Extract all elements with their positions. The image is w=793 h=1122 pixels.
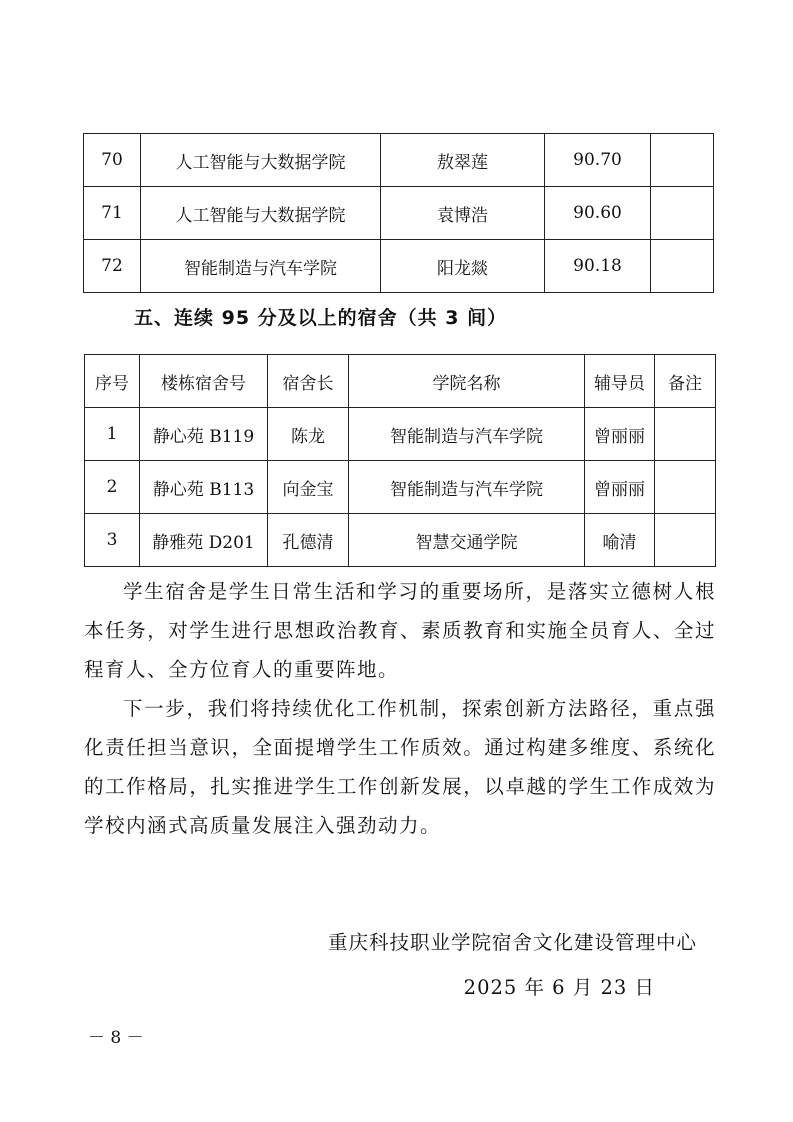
dormitory-table: [84, 354, 716, 567]
no-cell: 1: [85, 408, 140, 461]
no-cell: 3: [85, 514, 140, 567]
rank-cell: 72: [84, 240, 141, 293]
table-header-row: [85, 355, 716, 408]
table-row: [84, 240, 714, 293]
score-cell: 90.70: [545, 134, 651, 187]
signature-organization: 重庆科技职业学院宿舍文化建设管理中心: [327, 931, 697, 954]
rank-cell: 70: [84, 134, 141, 187]
table-row: [85, 408, 716, 461]
student-name-cell: 袁博浩: [381, 187, 545, 240]
college-cell: 智慧交通学院: [349, 514, 585, 567]
section-heading: 五、连续 95 分及以上的宿舍（共 3 间）: [134, 307, 508, 329]
ranking-table-continued: [83, 133, 714, 293]
header-college: 学院名称: [349, 355, 585, 408]
header-note: 备注: [655, 355, 716, 408]
rank-cell: 71: [84, 187, 141, 240]
note-cell: [655, 461, 716, 514]
room-cell: 静心苑 B113: [140, 461, 268, 514]
leader-cell: 向金宝: [268, 461, 349, 514]
note-cell: [651, 187, 714, 240]
college-cell: 智能制造与汽车学院: [349, 408, 585, 461]
table-row: [84, 134, 714, 187]
page-number: － 8 －: [88, 1028, 144, 1048]
table-row: [85, 461, 716, 514]
note-cell: [651, 134, 714, 187]
body-paragraph: 下一步，我们将持续优化工作机制，探索创新方法路径，重点强化责任担当意识，全面提增学生工作质效。通过构建多维度、系统化的工作格局，扎实推进学生工作创新发展，以卓越的学生工作成效为学校内涵式高质量发展注入强劲动力。: [84, 697, 716, 837]
note-cell: [655, 408, 716, 461]
college-cell: 智能制造与汽车学院: [349, 461, 585, 514]
note-cell: [655, 514, 716, 567]
signature-date: 2025 年 6 月 23 日: [463, 976, 655, 999]
college-cell: 智能制造与汽车学院: [141, 240, 381, 293]
room-cell: 静心苑 B119: [140, 408, 268, 461]
header-room: 楼栋宿舍号: [140, 355, 268, 408]
score-cell: 90.18: [545, 240, 651, 293]
body-paragraph: 学生宿舍是学生日常生活和学习的重要场所，是落实立德树人根本任务，对学生进行思想政治教育、素质教育和实施全员育人、全过程育人、全方位育人的重要阵地。: [84, 580, 716, 681]
leader-cell: 孔德清: [268, 514, 349, 567]
room-cell: 静雅苑 D201: [140, 514, 268, 567]
counselor-cell: 曾丽丽: [585, 408, 655, 461]
student-name-cell: 阳龙燚: [381, 240, 545, 293]
leader-cell: 陈龙: [268, 408, 349, 461]
header-leader: 宿舍长: [268, 355, 349, 408]
counselor-cell: 曾丽丽: [585, 461, 655, 514]
table-row: [85, 514, 716, 567]
college-cell: 人工智能与大数据学院: [141, 134, 381, 187]
note-cell: [651, 240, 714, 293]
college-cell: 人工智能与大数据学院: [141, 187, 381, 240]
counselor-cell: 喻清: [585, 514, 655, 567]
header-counselor: 辅导员: [585, 355, 655, 408]
no-cell: 2: [85, 461, 140, 514]
table-row: [84, 187, 714, 240]
student-name-cell: 敖翠莲: [381, 134, 545, 187]
score-cell: 90.60: [545, 187, 651, 240]
header-no: 序号: [85, 355, 140, 408]
